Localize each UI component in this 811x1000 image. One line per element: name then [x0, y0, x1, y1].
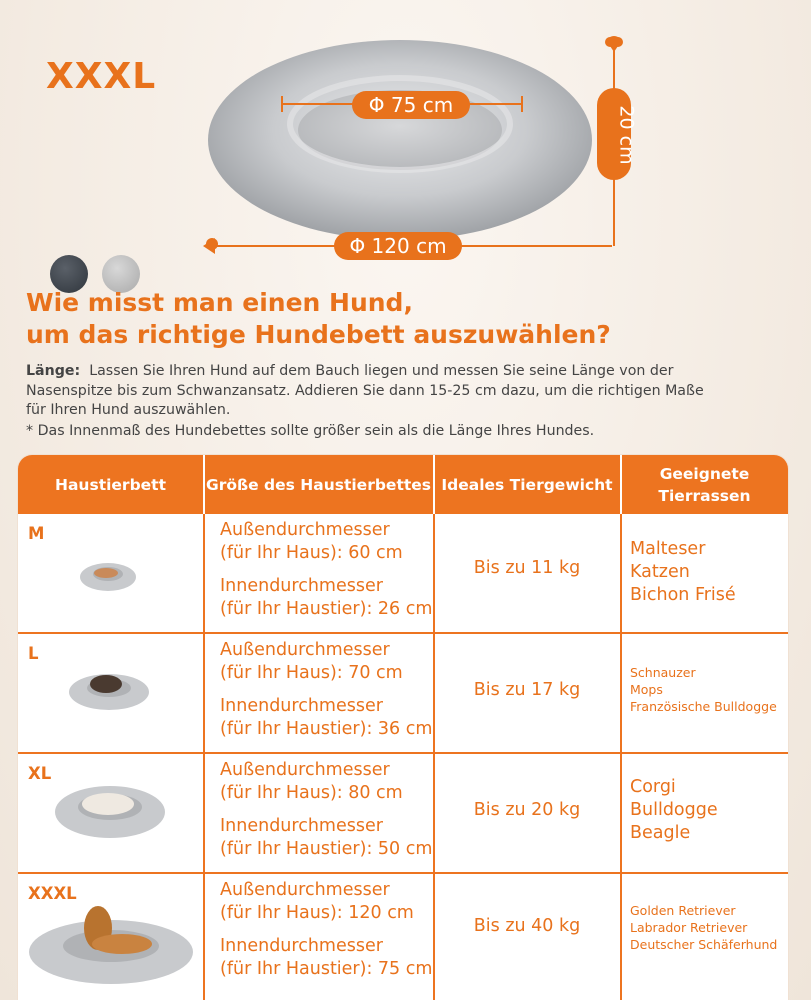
- breed-item: Beagle: [630, 823, 691, 843]
- outer-diameter-text: [220, 879, 414, 925]
- size-label: L: [28, 644, 39, 663]
- header-bed: Haustierbett: [55, 475, 166, 494]
- length-label: Länge:: [26, 363, 81, 379]
- header-breeds: [621, 455, 788, 514]
- outer-diameter-text: [220, 759, 403, 805]
- inner-line-1: Innendurchmesser: [220, 576, 383, 596]
- size-title: XXXL: [46, 56, 157, 97]
- table-row: [18, 874, 788, 992]
- breed-item: Corgi: [630, 777, 676, 797]
- outer-line-1: Außendurchmesser: [220, 880, 390, 900]
- inner-diameter-label: Φ 75 cm: [352, 91, 470, 119]
- heading-line-2: um das richtige Hundebett auszuwählen?: [26, 320, 611, 349]
- breed-item: Golden Retriever: [630, 903, 736, 918]
- outer-diameter-label: Φ 120 cm: [334, 232, 462, 260]
- heading-line-1: Wie misst man einen Hund,: [26, 288, 413, 317]
- size-label: XXXL: [28, 884, 77, 903]
- size-table: [18, 455, 788, 1000]
- outer-line-2: (für Ihr Haus): 60 cm: [220, 543, 403, 563]
- weight-text: Bis zu 11 kg: [473, 558, 581, 578]
- size-label: M: [28, 524, 45, 543]
- measure-heading: [26, 287, 786, 351]
- inner-line-1: Innendurchmesser: [220, 936, 383, 956]
- inner-line-2: (für Ihr Haustier): 36 cm: [220, 719, 433, 739]
- inner-diameter-text: [220, 575, 432, 621]
- outer-line-2: (für Ihr Haus): 120 cm: [220, 903, 414, 923]
- breed-item: Malteser: [630, 539, 706, 559]
- length-text-2: Nasenspitze bis zum Schwanzansatz. Addieren Sie dann 15-25 cm dazu, um die richtigen Maße: [26, 382, 704, 399]
- breed-item: Bulldogge: [630, 800, 718, 820]
- breed-item: Katzen: [630, 562, 690, 582]
- size-label: XL: [28, 764, 52, 783]
- outer-line-2: (für Ihr Haus): 80 cm: [220, 783, 403, 803]
- inner-line-2: (für Ihr Haustier): 75 cm: [220, 959, 433, 979]
- inner-line-1: Innendurchmesser: [220, 696, 383, 716]
- breed-item: Mops: [630, 682, 663, 697]
- outer-diameter-text: [220, 639, 403, 685]
- table-row: [18, 514, 788, 632]
- inner-line-2: (für Ihr Haustier): 50 cm: [220, 839, 433, 859]
- inner-diameter-text: [220, 815, 432, 861]
- header-weight: Ideales Tiergewicht: [441, 475, 613, 494]
- breed-item: Labrador Retriever: [630, 920, 748, 935]
- breeds-list: [630, 776, 718, 845]
- bed-xl-image: [52, 780, 168, 840]
- product-hero: [0, 0, 811, 290]
- length-description: [26, 362, 786, 421]
- table-header: [18, 455, 788, 514]
- weight-text: Bis zu 40 kg: [473, 916, 581, 936]
- inner-line-2: (für Ihr Haustier): 26 cm: [220, 599, 433, 619]
- breed-item: Deutscher Schäferhund: [630, 937, 778, 952]
- height-label: 20 cm: [615, 105, 638, 165]
- breeds-list: [630, 664, 777, 715]
- inner-diameter-text: [220, 935, 432, 981]
- inner-diameter-text: [220, 695, 432, 741]
- header-breeds-line-2: Tierrassen: [658, 486, 751, 505]
- breed-item: Französische Bulldogge: [630, 699, 777, 714]
- bed-m-image: [78, 560, 138, 592]
- breeds-list: [630, 538, 736, 607]
- bed-l-image: [66, 670, 152, 712]
- bed-xxxl-image: [26, 890, 196, 994]
- inner-size-note: * Das Innenmaß des Hundebettes sollte größer sein als die Länge Ihres Hundes.: [26, 423, 595, 439]
- breed-item: Bichon Frisé: [630, 585, 736, 605]
- outer-line-2: (für Ihr Haus): 70 cm: [220, 663, 403, 683]
- header-size: Größe des Haustierbettes: [205, 475, 432, 494]
- table-row: [18, 754, 788, 872]
- weight-text: Bis zu 20 kg: [473, 800, 581, 820]
- breeds-list: [630, 902, 777, 953]
- weight-text: Bis zu 17 kg: [473, 680, 581, 700]
- breed-item: Schnauzer: [630, 665, 696, 680]
- inner-line-1: Innendurchmesser: [220, 816, 383, 836]
- length-text-3: für Ihren Hund auszuwählen.: [26, 402, 231, 418]
- header-breeds-line-1: Geeignete: [659, 464, 750, 483]
- length-text-1: Lassen Sie Ihren Hund auf dem Bauch liegen und messen Sie seine Länge von der: [89, 363, 674, 379]
- height-label-pill: [597, 88, 638, 180]
- outer-line-1: Außendurchmesser: [220, 520, 390, 540]
- outer-diameter-text: [220, 519, 403, 565]
- table-row: [18, 634, 788, 752]
- outer-line-1: Außendurchmesser: [220, 640, 390, 660]
- outer-line-1: Außendurchmesser: [220, 760, 390, 780]
